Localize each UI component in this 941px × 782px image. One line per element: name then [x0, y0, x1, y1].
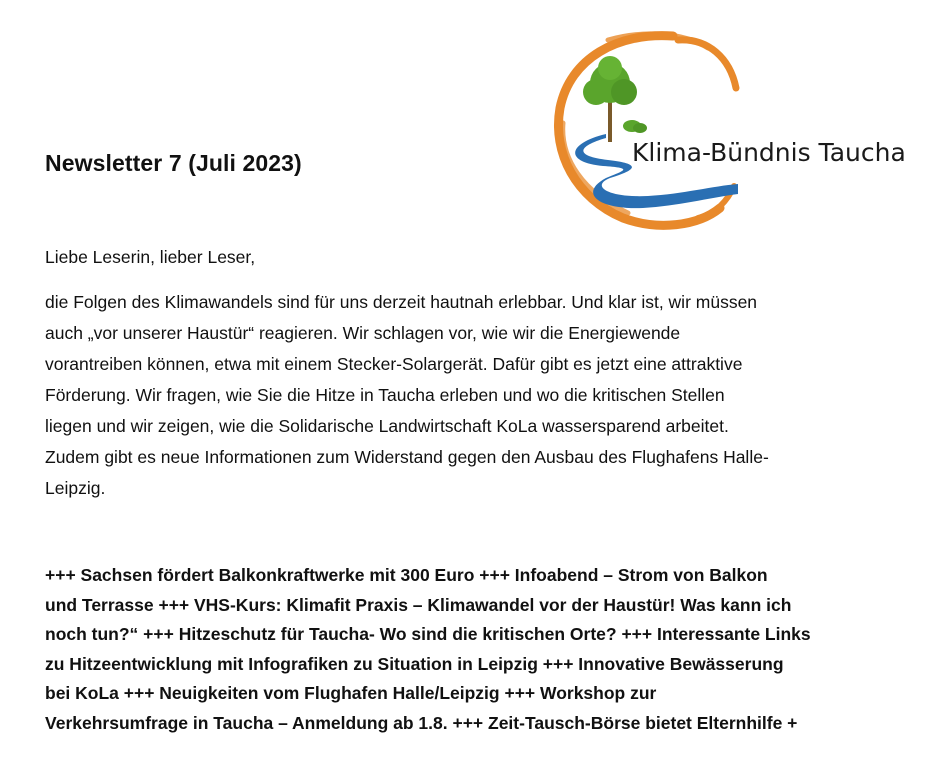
intro-line: auch „vor unserer Haustür“ reagieren. Wir schlagen vor, wie wir die Energiewende	[45, 323, 681, 343]
greeting: Liebe Leserin, lieber Leser,	[45, 247, 256, 267]
news-ticker	[45, 561, 935, 738]
ticker-line: Verkehrsumfrage in Taucha – Anmeldung ab 1.8. +++ Zeit-Tausch-Börse bietet Elternhilfe +	[45, 712, 798, 733]
intro-paragraph	[45, 287, 925, 504]
intro-line: Leipzig.	[45, 478, 106, 498]
intro-line: vorantreiben können, etwa mit einem Stecker-Solargerät. Dafür gibt es jetzt eine attraktive	[45, 354, 743, 374]
intro-line: Förderung. Wir fragen, wie Sie die Hitze in Taucha erleben und wo die kritischen Stellen	[45, 385, 725, 405]
ticker-line: bei KoLa +++ Neuigkeiten vom Flughafen Halle/Leipzig +++ Workshop zur	[45, 683, 657, 703]
klima-buendnis-logo	[548, 28, 908, 233]
intro-line: die Folgen des Klimawandels sind für uns derzeit hautnah erlebbar. Und klar ist, wir müssen	[45, 292, 758, 312]
ticker-line: +++ Sachsen fördert Balkonkraftwerke mit 300 Euro +++ Infoabend – Strom von Balkon	[45, 565, 768, 585]
ticker-line: zu Hitzeentwicklung mit Infografiken zu Situation in Leipzig +++ Innovative Bewässerung	[45, 653, 784, 674]
logo-text: Klima-Bündnis Taucha	[632, 138, 906, 167]
intro-line: Zudem gibt es neue Informationen zum Widerstand gegen den Ausbau des Flughafens Halle-	[45, 447, 769, 467]
page-title: Newsletter 7 (Juli 2023)	[45, 150, 302, 176]
ticker-line: und Terrasse +++ VHS-Kurs: Klimafit Praxis – Klimawandel vor der Haustür! Was kann ich	[45, 594, 792, 615]
bush-icon	[623, 120, 647, 133]
intro-line: liegen und wir zeigen, wie die Solidarische Landwirtschaft KoLa wassersparend arbeitet.	[45, 416, 729, 436]
ticker-line: noch tun?“ +++ Hitzeschutz für Taucha- Wo sind die kritischen Orte? +++ Interessante Links	[45, 624, 811, 644]
